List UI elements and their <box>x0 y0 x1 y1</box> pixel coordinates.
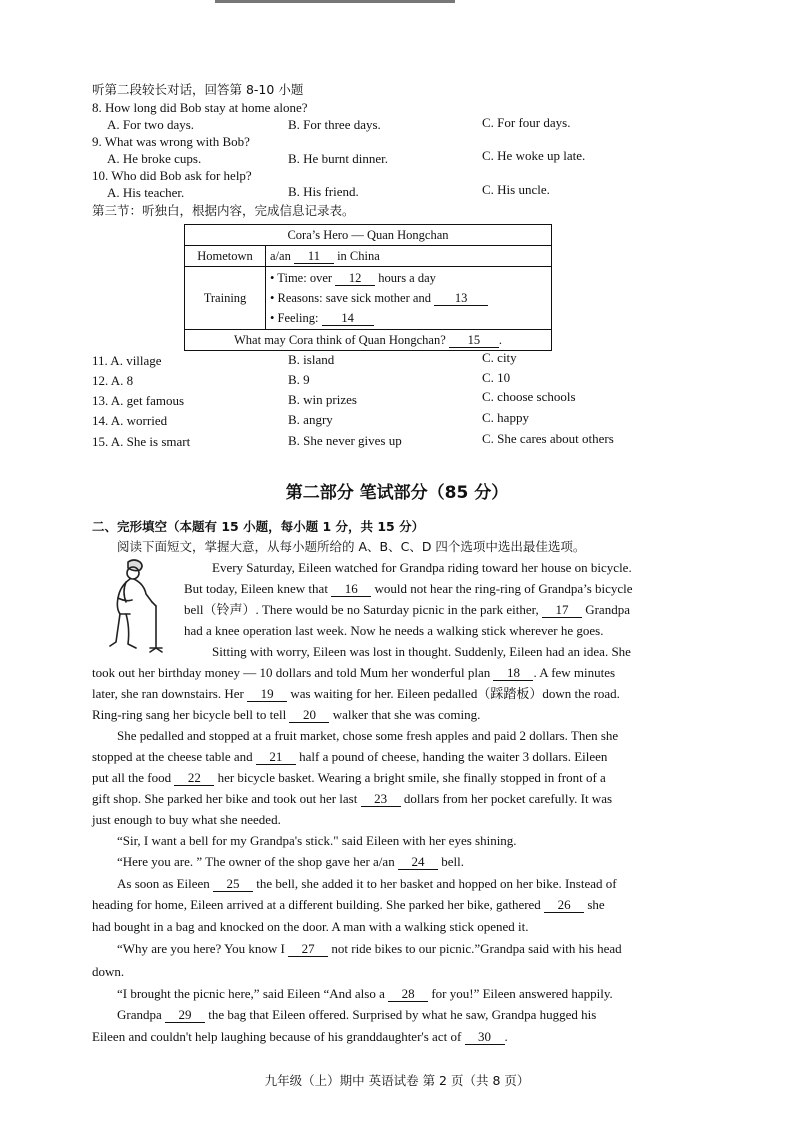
blank-25: 25 <box>213 877 253 892</box>
scan-mark <box>215 0 455 3</box>
question-10: 10. Who did Bob ask for help? <box>92 168 252 183</box>
p8-line: “I brought the picnic here,” said Eileen “And also a 28 for you!” Eileen answered happily. <box>117 986 613 1001</box>
question-9: 9. What was wrong with Bob? <box>92 134 250 149</box>
page-footer: 九年级（上）期中 英语试卷 第 2 页（共 8 页） <box>264 1073 530 1088</box>
time-pre: • Time: over <box>270 271 333 285</box>
blank-18: 18 <box>493 666 533 681</box>
blank-15: 15 <box>449 333 499 348</box>
blank-30: 30 <box>465 1030 505 1045</box>
p3-line3: put all the food 22 her bicycle basket. Wearing a bright smile, she finally stopped in front of a <box>92 770 606 785</box>
p6-line1: As soon as Eileen 25 the bell, she added it to her basket and hopped on her bike. Instead of <box>117 876 617 891</box>
option-15b: B. She never gives up <box>288 433 402 448</box>
last-pre: What may Cora think of Quan Hongchan? <box>234 332 446 347</box>
training-cell <box>266 267 552 330</box>
hometown-label: Hometown <box>185 246 266 267</box>
hometown-post: in China <box>337 248 380 263</box>
option-15a: 15. A. She is smart <box>92 434 191 449</box>
reasons-pre: • Reasons: save sick mother and <box>270 291 431 305</box>
p1-line3: bell（铃声）. There would be no Saturday picnic in the park either, 17 Grandpa <box>184 602 630 617</box>
section2-header: 听第二段较长对话，回答第 8-10 小题 <box>92 82 304 97</box>
blank-29: 29 <box>165 1008 205 1023</box>
p6-line3: had bought in a bag and knocked on the door. A man with a walking stick opened it. <box>92 919 529 934</box>
p3-line5: just enough to buy what she needed. <box>92 812 281 827</box>
question-8: 8. How long did Bob stay at home alone? <box>92 100 308 115</box>
option-12b: B. 9 <box>288 372 310 387</box>
p7-line2: down. <box>92 964 125 979</box>
training-label: Training <box>185 267 266 330</box>
blank-12: 12 <box>335 271 375 286</box>
blank-27: 27 <box>288 942 328 957</box>
blank-17: 17 <box>542 603 582 618</box>
option-9c: C. He woke up late. <box>482 148 586 163</box>
option-12a: 12. A. 8 <box>92 373 134 388</box>
blank-21: 21 <box>256 750 296 765</box>
blank-28: 28 <box>388 987 428 1002</box>
blank-26: 26 <box>544 898 584 913</box>
p1-line2: But today, Eileen knew that 16 would not hear the ring-ring of Grandpa’s bicycle <box>184 581 633 596</box>
p4-line: “Sir, I want a bell for my Grandpa's stick." said Eileen with her eyes shining. <box>117 833 517 848</box>
training-reasons <box>270 288 547 308</box>
hometown-cell <box>266 246 552 267</box>
option-12c: C. 10 <box>482 370 511 385</box>
p1-line4: had a knee operation last week. Now he needs a walking stick wherever he goes. <box>184 623 604 638</box>
p3-line4: gift shop. She parked her bike and took out her last 23 dollars from her pocket carefully. It was <box>92 791 613 806</box>
last-row: What may Cora think of Quan Hongchan? 15 . <box>185 330 552 351</box>
part2-title: 第二部分 笔试部分（85 分） <box>285 483 509 503</box>
p2-line3: later, she ran downstairs. Her 19 was waiting for her. Eileen pedalled（踩踏板）down the road. <box>92 686 620 701</box>
blank-22: 22 <box>174 771 214 786</box>
option-8b: B. For three days. <box>288 117 381 132</box>
p9-line1: Grandpa 29 the bag that Eileen offered. Surprised by what he saw, Grandpa hugged his <box>117 1007 597 1022</box>
blank-14: 14 <box>322 311 374 326</box>
p1-line1: Every Saturday, Eileen watched for Grandpa riding toward her house on bicycle. <box>212 560 632 575</box>
option-11b: B. island <box>288 352 335 367</box>
option-14c: C. happy <box>482 410 529 425</box>
option-13b: B. win prizes <box>288 392 357 407</box>
p3-line2: stopped at the cheese table and 21 half a pound of cheese, handing the waiter 3 dollars. Eileen <box>92 749 608 764</box>
p6-line2: heading for home, Eileen arrived at a different building. She parked her bike, gathered 26 she <box>92 897 605 912</box>
blank-24: 24 <box>398 855 438 870</box>
feeling-pre: • Feeling: <box>270 311 319 325</box>
table-title: Cora’s Hero — Quan Hongchan <box>185 225 552 246</box>
hometown-pre: a/an <box>270 248 291 263</box>
option-10c: C. His uncle. <box>482 182 550 197</box>
info-record-table <box>184 224 552 351</box>
cloze-header: 二、完形填空（本题有 15 小题，每小题 1 分，共 15 分） <box>92 519 425 534</box>
cloze-instructions: 阅读下面短文，掌握大意，从每小题所给的 A、B、C、D 四个选项中选出最佳选项。 <box>117 539 586 554</box>
option-10b: B. His friend. <box>288 184 359 199</box>
p2-line1: Sitting with worry, Eileen was lost in thought. Suddenly, Eileen had an idea. She <box>212 644 631 659</box>
option-15c: C. She cares about others <box>482 431 614 446</box>
option-13a: 13. A. get famous <box>92 393 185 408</box>
option-13c: C. choose schools <box>482 389 576 404</box>
p2-line2: took out her birthday money — 10 dollars and told Mum her wonderful plan 18 . A few minutes <box>92 665 616 680</box>
option-14b: B. angry <box>288 412 333 427</box>
blank-23: 23 <box>361 792 401 807</box>
p3-line1: She pedalled and stopped at a fruit market, chose some fresh apples and paid 2 dollars. Then she <box>117 728 619 743</box>
blank-16: 16 <box>331 582 371 597</box>
blank-13: 13 <box>434 291 488 306</box>
option-11a: 11. A. village <box>92 353 162 368</box>
training-feeling <box>270 308 547 328</box>
option-14a: 14. A. worried <box>92 413 168 428</box>
p2-line4: Ring-ring sang her bicycle bell to tell 20 walker that she was coming. <box>92 707 481 722</box>
blank-11: 11 <box>294 249 334 264</box>
time-post: hours a day <box>378 271 436 285</box>
p9-line2: Eileen and couldn't help laughing because of his granddaughter's act of 30 . <box>92 1029 508 1044</box>
p7-line1: “Why are you here? You know I 27 not ride bikes to our picnic.”Grandpa said with his head <box>117 941 622 956</box>
blank-20: 20 <box>289 708 329 723</box>
training-time <box>270 268 547 288</box>
option-9b: B. He burnt dinner. <box>288 151 389 166</box>
option-8a: A. For two days. <box>107 117 195 132</box>
section3-header: 第三节：听独白，根据内容，完成信息记录表。 <box>92 203 355 218</box>
blank-19: 19 <box>247 687 287 702</box>
p5-line: “Here you are. ” The owner of the shop gave her a/an 24 bell. <box>117 854 464 869</box>
option-8c: C. For four days. <box>482 115 571 130</box>
grandpa-walking-stick-illustration <box>96 558 168 654</box>
option-10a: A. His teacher. <box>107 185 185 200</box>
option-9a: A. He broke cups. <box>107 151 202 166</box>
option-11c: C. city <box>482 350 517 365</box>
